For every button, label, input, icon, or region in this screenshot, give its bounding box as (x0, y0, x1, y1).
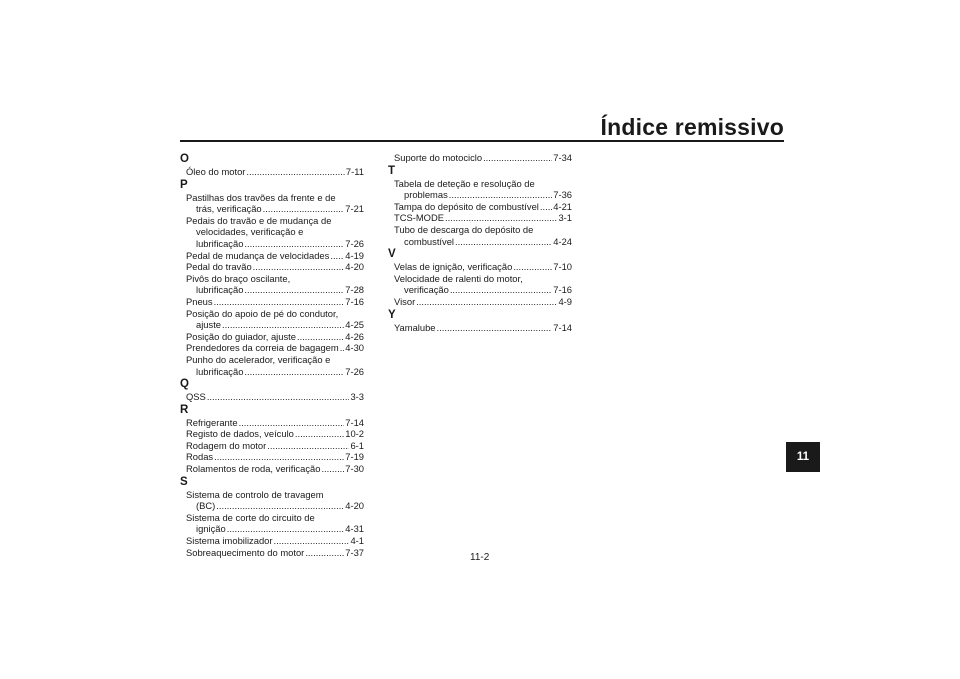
index-entry (186, 428, 364, 440)
dot-leader (207, 391, 350, 403)
index-entry-text: Óleo do motor (186, 166, 246, 177)
index-entry-text: Refrigerante (186, 416, 238, 428)
index-entry (394, 224, 572, 247)
index-entry-text: Pedal de mudança de velocidades (186, 249, 330, 261)
index-entry-page: 4-20 (345, 500, 364, 512)
index-entry-page: 7-36 (553, 189, 572, 201)
index-entry (186, 215, 364, 250)
index-entry (186, 451, 364, 463)
index-entry (186, 391, 364, 403)
index-entry-text: Rolamentos de roda, verificação (186, 463, 321, 475)
index-letter-heading: Y (388, 308, 396, 321)
index-entry-text: Tampa do depósito de combustível (394, 200, 539, 212)
dot-leader (449, 189, 552, 201)
index-entry-page: 4-24 (553, 235, 572, 247)
index-entry-page: 7-26 (345, 237, 364, 249)
index-entry (394, 178, 572, 201)
index-letter-heading: T (388, 164, 396, 177)
index-entry-page: 7-28 (345, 284, 364, 296)
index-entry-text: Pivôs do braço oscilante, (186, 272, 291, 284)
page-title: Índice remissivo (600, 114, 784, 140)
index-letter-heading: O (180, 153, 189, 165)
index-entry (186, 440, 364, 452)
index-entry-text: Visor (394, 295, 416, 307)
dot-leader (244, 238, 344, 250)
index-entry (186, 331, 364, 343)
index-entry-text: Pastilhas dos travões da frente e de (186, 191, 336, 203)
index-entry-text: lubrificação (196, 284, 244, 296)
dot-leader (330, 250, 344, 262)
index-entry (186, 342, 364, 354)
index-entry-page: 7-16 (553, 284, 572, 296)
index-entry (186, 273, 364, 296)
index-entry (186, 261, 364, 273)
index-entry-page: 7-37 (345, 546, 364, 558)
dot-leader (216, 500, 344, 512)
dot-leader (263, 203, 345, 215)
index-entry-page: 4-19 (345, 249, 364, 261)
index-column-2 (388, 152, 572, 333)
dot-leader (214, 451, 344, 463)
dot-leader (244, 366, 344, 378)
index-entry-text: Pedais do travão e de mudança de (186, 214, 332, 226)
index-letter-heading: V (388, 248, 396, 261)
index-entry (186, 489, 364, 512)
index-entry (186, 308, 364, 331)
index-entry-page: 7-21 (345, 203, 364, 215)
dot-leader (222, 319, 344, 331)
index-entry (394, 201, 572, 213)
index-entry-text: Punho do acelerador, verificação e (186, 353, 331, 365)
index-entry-page: 4-25 (345, 319, 364, 331)
dot-leader (239, 417, 345, 429)
dot-leader (244, 284, 344, 296)
index-entry-text: ignição (196, 523, 226, 535)
index-entry (186, 296, 364, 308)
dot-leader (253, 261, 345, 273)
index-entry-text: Sistema imobilizador (186, 535, 273, 547)
index-entry-text: Tubo de descarga do depósito de (394, 223, 534, 235)
index-entry-page: 7-26 (345, 365, 364, 377)
dot-leader (246, 166, 345, 178)
index-entry-text: Rodagem do motor (186, 439, 267, 451)
index-entry-page: 3-1 (558, 212, 572, 224)
dot-leader (340, 342, 345, 354)
index-entry-text: Sistema de controlo de travagem (186, 488, 324, 500)
dot-leader (305, 547, 344, 559)
chapter-tab-label: 11 (796, 451, 810, 463)
index-entry-text: Pedal do travão (186, 261, 252, 273)
index-letter-heading: Q (180, 378, 189, 391)
index-entry-text: Pneus (186, 295, 213, 307)
index-entry-page: 4-9 (558, 295, 572, 307)
index-entry (186, 192, 364, 215)
dot-leader (437, 322, 553, 334)
index-entry (186, 354, 364, 377)
index-entry-text: trás, verificação (196, 203, 262, 215)
chapter-tab (786, 442, 820, 472)
dot-leader (540, 201, 552, 213)
index-entry (394, 261, 572, 273)
index-column-1 (180, 152, 364, 558)
index-entry-text: Suporte do motociclo (394, 152, 483, 163)
header-rule (180, 140, 784, 142)
index-entry-text: Sobreaquecimento do motor (186, 546, 305, 558)
index-entry-text: Tabela de deteção e resolução de (394, 177, 535, 189)
index-entry-page: 4-31 (345, 523, 364, 535)
index-entry-text: lubrificação (196, 365, 244, 377)
dot-leader (214, 296, 345, 308)
index-entry (186, 535, 364, 547)
index-entry (186, 512, 364, 535)
index-letter-heading: P (180, 178, 188, 191)
index-entry-text: Rodas (186, 451, 214, 463)
index-entry (394, 212, 572, 224)
index-entry-text: Posição do guiador, ajuste (186, 330, 296, 342)
index-entry (186, 463, 364, 475)
index-entry-text: lubrificação (196, 237, 244, 249)
index-entry-text: verificação (404, 284, 449, 296)
index-entry (394, 152, 572, 164)
index-entry-page: 7-19 (345, 451, 364, 463)
index-entry-page: 4-26 (345, 330, 364, 342)
index-entry-text: Sistema de corte do circuito de (186, 511, 315, 523)
index-entry-page: 7-14 (345, 416, 364, 428)
index-letter-heading: S (180, 475, 188, 488)
dot-leader (227, 523, 345, 535)
index-entry-text: problemas (404, 189, 448, 201)
index-entry (186, 250, 364, 262)
dot-leader (295, 428, 344, 440)
index-entry-page: 10-2 (345, 428, 364, 440)
index-entry-text: combustível (404, 235, 455, 247)
index-entry (186, 547, 364, 559)
index-entry-text: QSS (186, 391, 206, 403)
index-entry-text: ajuste (196, 319, 222, 331)
dot-leader (513, 261, 552, 273)
index-entry-page: 7-30 (345, 463, 364, 475)
index-entry-page: 7-16 (345, 295, 364, 307)
dot-leader (483, 152, 552, 164)
dot-leader (321, 463, 344, 475)
index-entry-page: 4-20 (345, 261, 364, 273)
index-entry-page: 7-10 (553, 261, 572, 273)
index-entry-text: (BC) (196, 500, 216, 512)
index-letter-heading: R (180, 403, 189, 416)
dot-leader (455, 236, 552, 248)
index-entry-text: Velocidade de ralenti do motor, (394, 272, 523, 284)
index-entry (186, 166, 364, 178)
index-entry-page: 4-21 (553, 200, 572, 212)
index-entry-page: 4-30 (345, 342, 364, 354)
index-entry (394, 273, 572, 296)
index-entry-text: Yamalube (394, 321, 436, 333)
index-entry-page: 7-34 (553, 152, 572, 163)
index-entry (186, 417, 364, 429)
index-entry (394, 296, 572, 308)
page-number: 11-2 (470, 552, 490, 563)
dot-leader (297, 331, 344, 343)
index-entry-text: Velas de ignição, verificação (394, 261, 513, 273)
index-entry-text: Posição do apoio de pé do condutor, (186, 307, 339, 319)
index-entry-page: 7-14 (553, 321, 572, 333)
index-entry-text: velocidades, verificação e (196, 226, 304, 238)
index-entry-text: TCS-MODE (394, 212, 444, 224)
index-entry-page: 7-11 (345, 166, 364, 177)
index-entry-page: 4-1 (350, 535, 364, 547)
dot-leader (445, 212, 557, 224)
index-entry-text: Prendedores da correia de bagagem (186, 342, 339, 354)
dot-leader (450, 284, 552, 296)
index-entry (394, 322, 572, 334)
index-entry-text: Registo de dados, veículo (186, 428, 294, 440)
dot-leader (274, 535, 350, 547)
index-entry-page: 6-1 (350, 439, 364, 451)
dot-leader (267, 440, 349, 452)
dot-leader (416, 296, 557, 308)
index-entry-page: 3-3 (350, 391, 364, 403)
